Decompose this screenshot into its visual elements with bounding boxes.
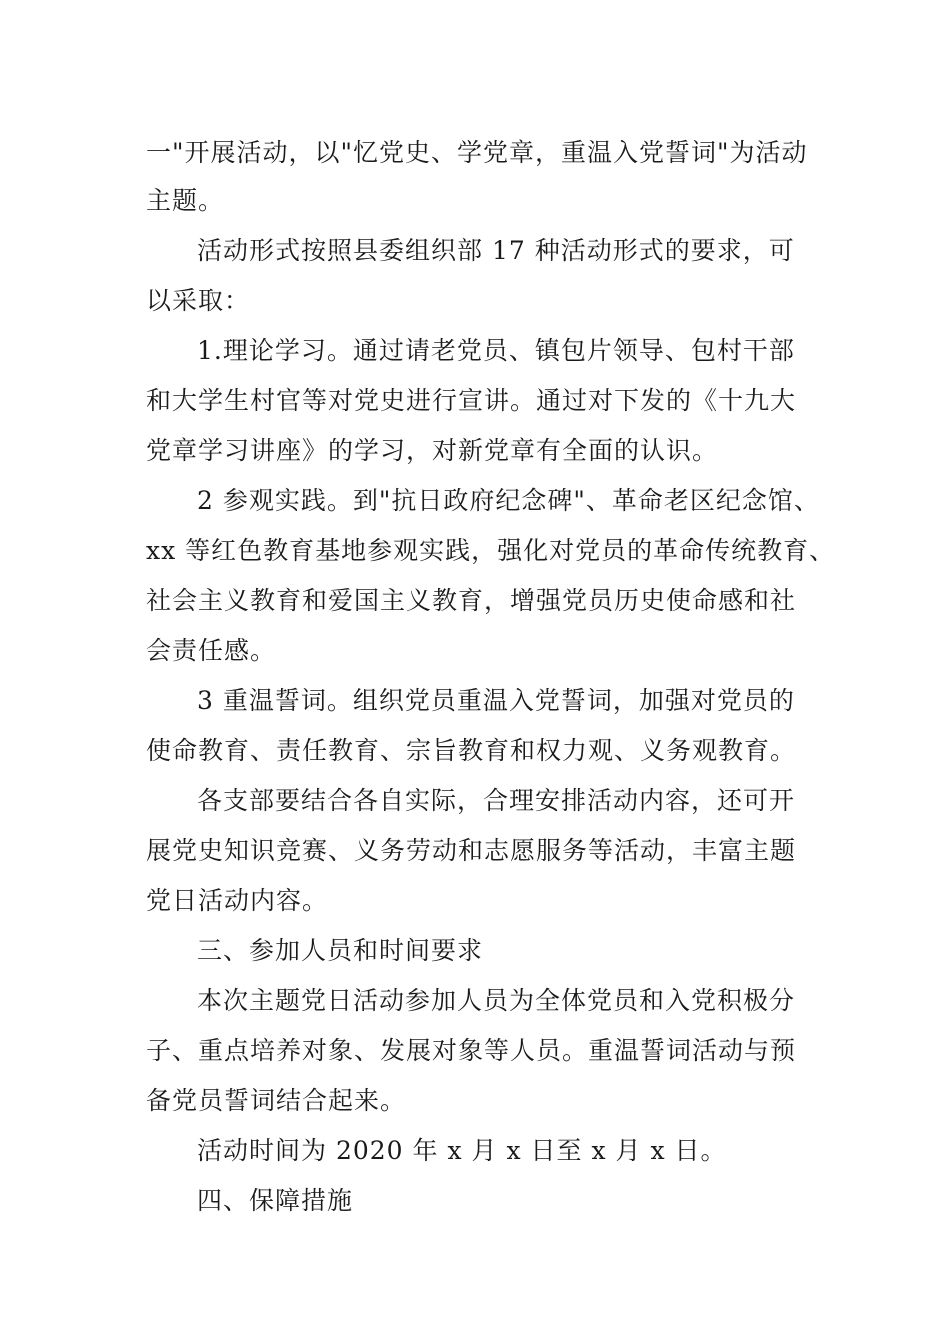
text-line: 3 重温誓词。组织党员重温入党誓词，加强对党员的 [197,686,795,715]
text-line: 活动形式按照县委组织部 17 种活动形式的要求，可 [197,236,795,265]
text-line: 各支部要结合各自实际，合理安排活动内容，还可开 [197,786,796,815]
text-line: xx 等红色教育基地参观实践，强化对党员的革命传统教育、 [146,536,836,565]
text-line: 会责任感。 [146,636,277,665]
text-line: 本次主题党日活动参加人员为全体党员和入党积极分 [197,986,796,1015]
text-line: 以采取： [146,286,251,315]
text-line: 1.理论学习。通过请老党员、镇包片领导、包村干部 [197,336,795,365]
text-line: 子、重点培养对象、发展对象等人员。重温誓词活动与预 [146,1036,797,1065]
text-line: 主题。 [146,186,225,215]
text-line: 党日活动内容。 [146,886,329,915]
text-line: 一"开展活动，以"忆党史、学党章，重温入党誓词"为活动 [146,138,808,167]
text-line: 展党史知识竞赛、义务劳动和志愿服务等活动，丰富主题 [146,836,797,865]
text-line: 使命教育、责任教育、宗旨教育和权力观、义务观教育。 [146,736,797,765]
text-line: 备党员誓词结合起来。 [146,1086,407,1115]
text-line: 党章学习讲座》的学习，对新党章有全面的认识。 [146,436,719,465]
text-line: 社会主义教育和爱国主义教育，增强党员历史使命感和社 [146,586,797,615]
text-line: 和大学生村官等对党史进行宣讲。通过对下发的《十九大 [146,386,797,415]
text-line: 2 参观实践。到"抗日政府纪念碑"、革命老区纪念馆、 [197,486,820,515]
section-heading: 四、保障措施 [197,1186,354,1215]
text-line: 活动时间为 2020 年 x 月 x 日至 x 月 x 日。 [197,1136,727,1165]
section-heading: 三、参加人员和时间要求 [197,936,484,965]
